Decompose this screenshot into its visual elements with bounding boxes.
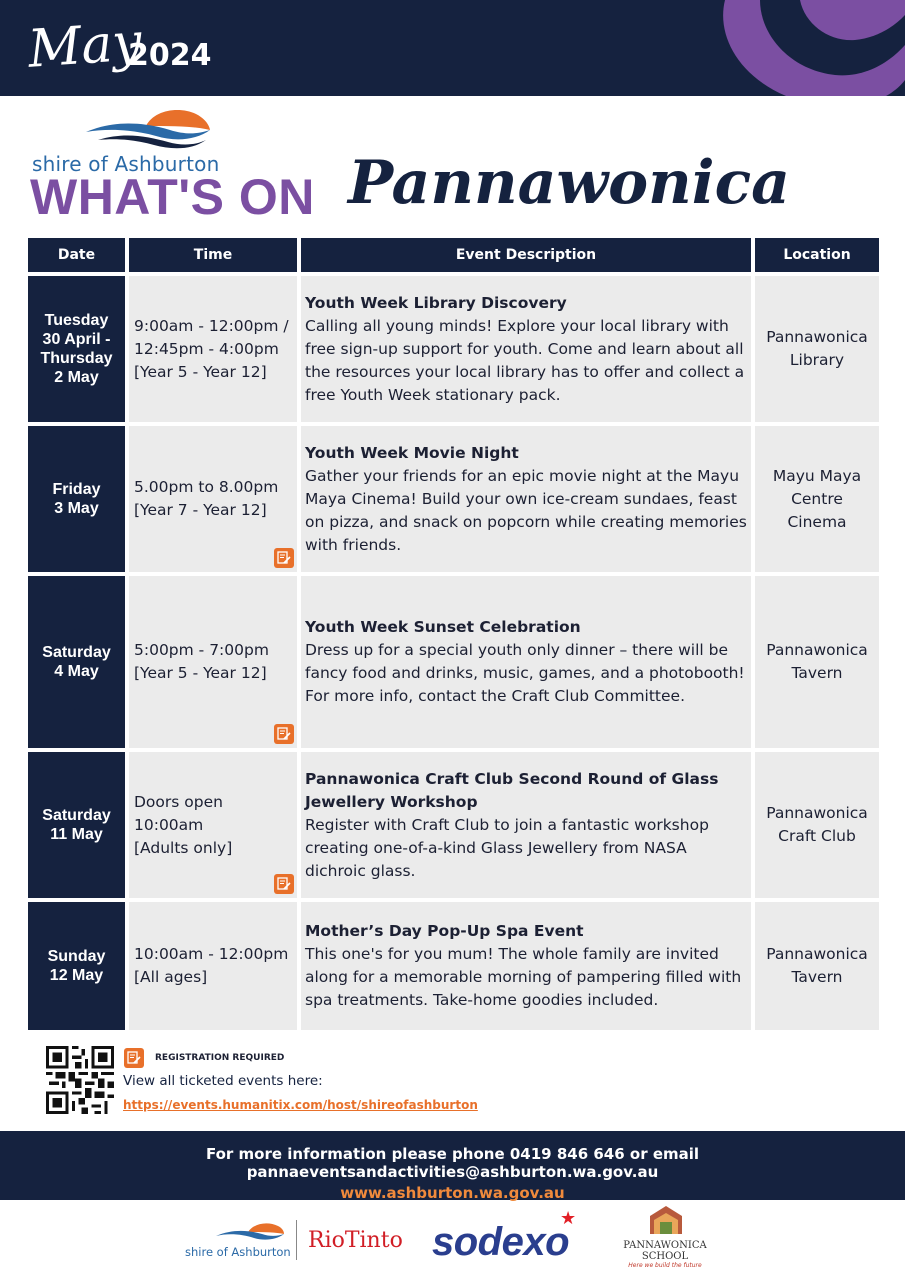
registration-required-icon bbox=[124, 1048, 144, 1068]
registration-legend: REGISTRATION REQUIRED bbox=[155, 1053, 285, 1063]
tickets-link[interactable]: https://events.humanitix.com/host/shireofashburton bbox=[123, 1098, 478, 1112]
table-row bbox=[28, 902, 879, 1030]
event-description bbox=[301, 902, 751, 1030]
header-date: Date bbox=[28, 238, 125, 272]
event-date: Saturday 11 May bbox=[28, 752, 125, 898]
sponsor-school: PANNAWONICA SCHOOL bbox=[623, 1240, 707, 1262]
event-time-line: 10:00am - 12:00pm bbox=[134, 945, 289, 963]
event-date: Saturday 4 May bbox=[28, 576, 125, 748]
event-time bbox=[129, 276, 297, 422]
sponsor-riotinto: RioTinto bbox=[308, 1228, 403, 1253]
sponsor-sodexo: sodexo bbox=[432, 1220, 570, 1264]
event-time-line: 12:45pm - 4:00pm bbox=[134, 339, 279, 358]
event-time bbox=[129, 426, 297, 572]
header-time: Time bbox=[129, 238, 297, 272]
event-time-line: 10:00am bbox=[134, 815, 204, 834]
header-band bbox=[0, 0, 905, 96]
event-text: Calling all young minds! Explore your local library with free sign-up support for youth. Come and learn about all the resources your local library has to offer and collect a free Youth Week stationary pack. bbox=[305, 316, 745, 404]
table-header bbox=[28, 238, 879, 272]
event-text: Register with Craft Club to join a fantastic workshop creating one-of-a-kind Glass Jewellery from NASA dichroic glass. bbox=[305, 815, 709, 880]
shire-logo-icon bbox=[84, 106, 214, 150]
event-date: Sunday 12 May bbox=[28, 902, 125, 1030]
header-year: 2024 bbox=[128, 38, 212, 73]
events-table bbox=[28, 238, 879, 1034]
table-row bbox=[28, 576, 879, 748]
event-time-line: 5.00pm to 8.00pm bbox=[134, 478, 279, 496]
shire-label: shire of Ashburton bbox=[32, 152, 220, 176]
event-text: This one's for you mum! The whole family are invited along for a memorable morning of pampering filled with spa treatments. Take-home goodies included. bbox=[305, 945, 742, 1009]
event-date: Friday 3 May bbox=[28, 426, 125, 572]
sponsor-divider bbox=[296, 1220, 297, 1260]
event-time-line: [Adults only] bbox=[134, 838, 233, 857]
registration-required-icon bbox=[274, 548, 294, 568]
event-location: Pannawonica Tavern bbox=[755, 576, 879, 748]
sodexo-star-icon: ★ bbox=[560, 1208, 577, 1229]
event-location: Pannawonica Library bbox=[755, 276, 879, 422]
event-description bbox=[301, 426, 751, 572]
event-time-line: [All ages] bbox=[134, 968, 208, 986]
event-location: Pannawonica Craft Club bbox=[755, 752, 879, 898]
event-title: Youth Week Movie Night bbox=[305, 443, 519, 462]
event-time-line: [Year 7 - Year 12] bbox=[134, 501, 267, 519]
decorative-swirl-icon bbox=[705, 0, 905, 96]
tickets-text: View all ticketed events here: bbox=[123, 1073, 323, 1089]
event-time-line: [Year 5 - Year 12] bbox=[134, 362, 267, 381]
event-title: Youth Week Sunset Celebration bbox=[305, 618, 581, 636]
event-time bbox=[129, 752, 297, 898]
event-title: Pannawonica Craft Club Second Round of Glass Jewellery Workshop bbox=[305, 769, 719, 811]
event-description bbox=[301, 752, 751, 898]
event-text: Gather your friends for an epic movie night at the Mayu Maya Cinema! Build your own ice-cream sundaes, feast on pizza, and snack on popcorn while creating memories with friends. bbox=[305, 466, 747, 554]
event-time-line: 9:00am - 12:00pm / bbox=[134, 316, 289, 335]
registration-required-icon bbox=[274, 874, 294, 894]
event-description bbox=[301, 576, 751, 748]
event-location: Pannawonica Tavern bbox=[755, 902, 879, 1030]
header-month: May bbox=[26, 12, 144, 80]
shire-logo-icon bbox=[214, 1220, 286, 1246]
table-row bbox=[28, 276, 879, 422]
info-bar bbox=[0, 1131, 905, 1200]
event-time-line: Doors open bbox=[134, 792, 223, 811]
event-time-line: [Year 5 - Year 12] bbox=[134, 664, 267, 682]
event-time-line: 5:00pm - 7:00pm bbox=[134, 641, 269, 659]
whats-on-heading: WHAT'S ON bbox=[30, 169, 315, 225]
event-time bbox=[129, 902, 297, 1030]
event-time bbox=[129, 576, 297, 748]
event-location: Mayu Maya Centre Cinema bbox=[755, 426, 879, 572]
school-motto: Here we build the future bbox=[628, 1262, 702, 1269]
event-date: Tuesday 30 April - Thursday 2 May bbox=[28, 276, 125, 422]
event-title: Mother’s Day Pop-Up Spa Event bbox=[305, 922, 584, 940]
event-title: Youth Week Library Discovery bbox=[305, 293, 567, 312]
registration-required-icon bbox=[274, 724, 294, 744]
table-row bbox=[28, 752, 879, 898]
header-location: Location bbox=[755, 238, 879, 272]
school-badge-icon bbox=[646, 1204, 686, 1238]
contact-info: For more information please phone 0419 846 646 or email pannaeventsandactivities@ashburton.wa.gov.au bbox=[205, 1145, 700, 1181]
town-heading: Pannawonica bbox=[348, 148, 791, 218]
event-text: Dress up for a special youth only dinner – there will be fancy food and drinks, music, games, and a photobooth! For more info, contact the Craft Club Committee. bbox=[305, 641, 745, 705]
event-description bbox=[301, 276, 751, 422]
sponsor-shire: shire of Ashburton bbox=[185, 1245, 291, 1259]
header-description: Event Description bbox=[301, 238, 751, 272]
table-row bbox=[28, 426, 879, 572]
website-link[interactable]: www.ashburton.wa.gov.au bbox=[340, 1184, 565, 1202]
qr-code-icon[interactable] bbox=[46, 1046, 114, 1114]
